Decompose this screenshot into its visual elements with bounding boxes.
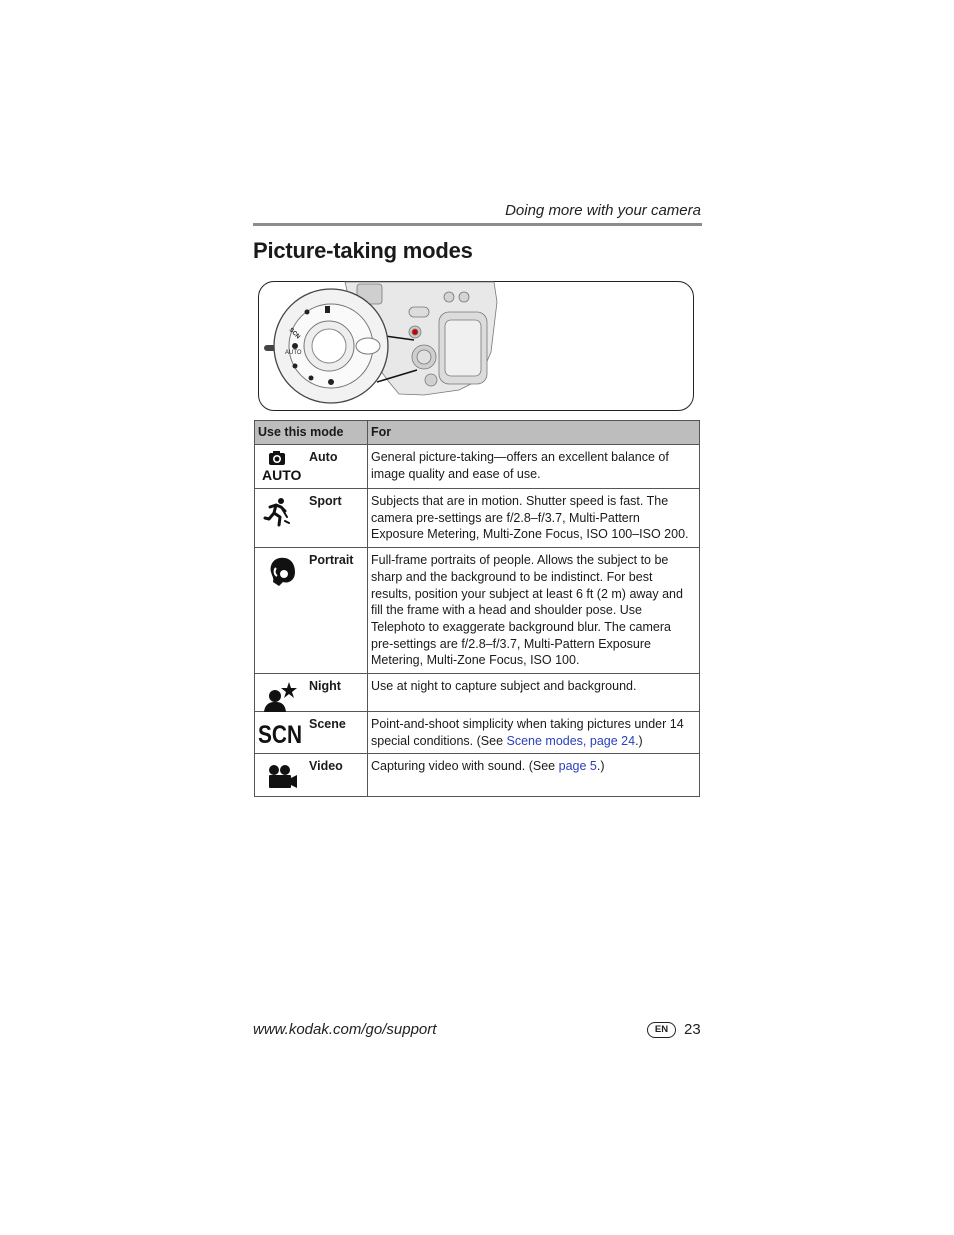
table-row xyxy=(255,754,700,797)
scn-icon xyxy=(257,714,301,750)
video-camera-icon xyxy=(259,758,303,794)
mode-description: Use at night to capture subject and background. xyxy=(368,674,700,712)
language-badge: EN xyxy=(647,1022,676,1038)
scene-modes-link[interactable]: Scene modes, page 24 xyxy=(506,733,636,748)
mode-cell xyxy=(255,712,368,754)
mode-description: General picture-taking—offers an excellent balance of image quality and ease of use. xyxy=(368,445,700,489)
mode-cell xyxy=(255,445,368,489)
column-header-for: For xyxy=(368,421,700,445)
svg-text:SCN: SCN xyxy=(287,327,301,341)
mode-name: Night xyxy=(309,679,341,694)
table-row xyxy=(255,445,700,489)
page-5-link[interactable]: page 5 xyxy=(558,759,597,774)
night-person-star-icon xyxy=(259,678,303,714)
portrait-head-icon xyxy=(259,552,303,588)
desc-text: .) xyxy=(596,759,605,774)
mode-cell xyxy=(255,674,368,712)
camera-figure xyxy=(258,281,694,411)
page-title: Picture-taking modes xyxy=(253,238,473,263)
mode-description xyxy=(368,712,700,754)
modes-table xyxy=(254,420,700,797)
column-header-mode: Use this mode xyxy=(255,421,368,445)
mode-cell xyxy=(255,489,368,548)
desc-text: Capturing video with sound. (See xyxy=(371,759,559,774)
mode-description: Subjects that are in motion. Shutter speed is fast. The camera pre-settings are f/2.8–f/3.7, Multi-Pattern Exposure Metering, Multi-Zone Focus, ISO 100–ISO 200. xyxy=(368,489,700,548)
running-head: Doing more with your camera xyxy=(505,202,701,219)
camera-auto-icon xyxy=(259,449,303,485)
mode-name: Scene xyxy=(309,717,346,732)
mode-cell xyxy=(255,754,368,797)
footer-url[interactable]: www.kodak.com/go/support xyxy=(253,1021,437,1038)
camera-body-illustration xyxy=(259,282,695,412)
desc-text: Point-and-shoot simplicity when taking pictures under 14 special conditions. (See xyxy=(371,717,684,748)
mode-cell xyxy=(255,548,368,674)
table-row xyxy=(255,674,700,712)
svg-text:AUTO: AUTO xyxy=(262,467,302,483)
svg-text:SCN: SCN xyxy=(258,721,302,750)
mode-name: Auto xyxy=(309,450,338,464)
mode-description: Full-frame portraits of people. Allows the subject to be sharp and the background to be indistinct. For best results, position your subject at least 6 ft (2 m) away and fill the frame with a head and shoulder pose. Use Telephoto to exaggerate background blur. The camera pre-settings are f/2.8–f/3.7, Multi-Pattern Exposure Metering, Multi-Zone Focus, ISO 100. xyxy=(368,548,700,674)
mode-dial-icon xyxy=(267,289,388,403)
page-number: 23 xyxy=(684,1021,701,1038)
desc-text: .) xyxy=(635,733,643,748)
table-row xyxy=(255,712,700,754)
mode-name: Sport xyxy=(309,494,342,508)
sport-runner-icon xyxy=(259,493,303,529)
header-rule xyxy=(253,223,702,226)
svg-text:AUTO: AUTO xyxy=(285,350,302,356)
mode-name: Video xyxy=(309,759,343,774)
table-row xyxy=(255,548,700,674)
mode-description xyxy=(368,754,700,797)
table-header-row xyxy=(255,421,700,445)
table-row xyxy=(255,489,700,548)
mode-name: Portrait xyxy=(309,553,354,568)
